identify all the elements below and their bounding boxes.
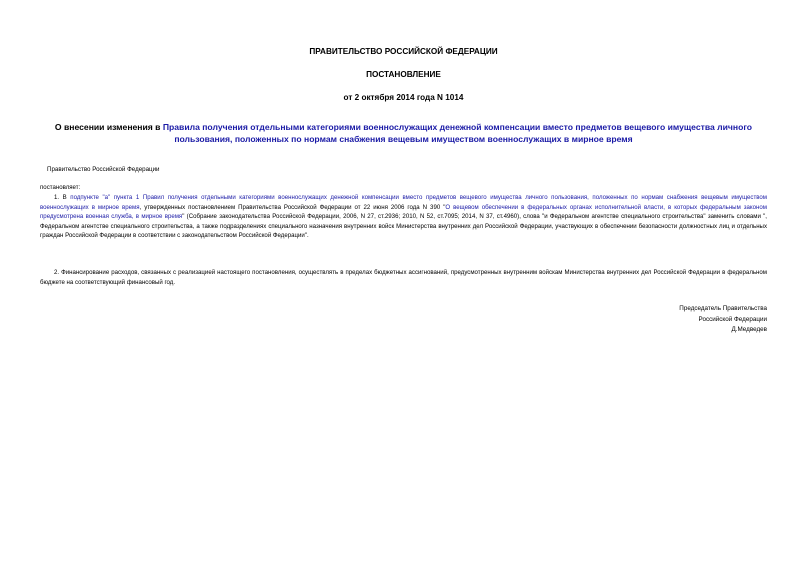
title-link[interactable]: Правила получения отдельными категориями военнослужащих денежной компенсации вместо предметов вещевого имущества личного пользования, положенных по нормам снабжения вещевым имуществом военнослужащих в мирное время [162, 122, 753, 144]
para1-link-1[interactable]: подпункте "а" пункта 1 Правил получения отдельными категориями военнослужащих денежной компенсации вместо предметов вещевого имущества личного пользования, положенных по нормам снабжения вещевым имуществом военнослужащих в мирное время [40, 194, 767, 211]
para1-text-1: 1. В [54, 194, 71, 201]
intro-text: Правительство Российской Федерации [47, 166, 160, 173]
document-type-heading: ПОСТАНОВЛЕНИЕ [366, 70, 441, 79]
para1-link-2[interactable]: О вещевом обеспечении в федеральных органах исполнительной власти, в которых федеральным законом предусмотрена военная служба, в мирное время [40, 203, 767, 221]
para1-text-3: " (Собрание законодательства Российской Федерации, 2006, N 27, ст.2936; 2010, N 52, ст.7095; 2014, N 37, ст.4960), слова "и Федеральном агентстве специального строительства" заменить словами ", Федеральном агентстве специального строительства, а также подразделениях специального назначения внутренних войск Министерства внутренних дел Российской Федерации, участвующих в обеспечении безопасности должностных лиц и отдельных граждан Российской Федерации в соответствии с законодательством Российской Федерации". [40, 213, 767, 240]
paragraph-1 [40, 193, 767, 241]
para1-text-2: , утвержденных постановлением Правительства Российской Федерации от 22 июня 2006 года N 390 " [139, 203, 446, 211]
government-heading: ПРАВИТЕЛЬСТВО РОССИЙСКОЙ ФЕДЕРАЦИИ [309, 47, 498, 56]
signature-block [679, 304, 767, 336]
signature-organization: Российской Федерации [698, 315, 767, 323]
signature-position: Председатель Правительства [679, 305, 767, 312]
signature-name: Д.Медведев [731, 326, 767, 333]
date-number-heading: от 2 октября 2014 года N 1014 [343, 93, 464, 102]
decrees-text: постановляет: [40, 184, 81, 191]
title-prefix: О внесении изменения в [54, 122, 163, 132]
paragraph-2: 2. Финансирование расходов, связанных с реализацией настоящего постановления, осуществлять в пределах бюджетных ассигнований, предусмотренных внутренним войскам Министерства внутренних дел Российской Федерации в федеральном бюджете на соответствующий финансовый год. [40, 269, 767, 286]
document-title [40, 121, 767, 145]
